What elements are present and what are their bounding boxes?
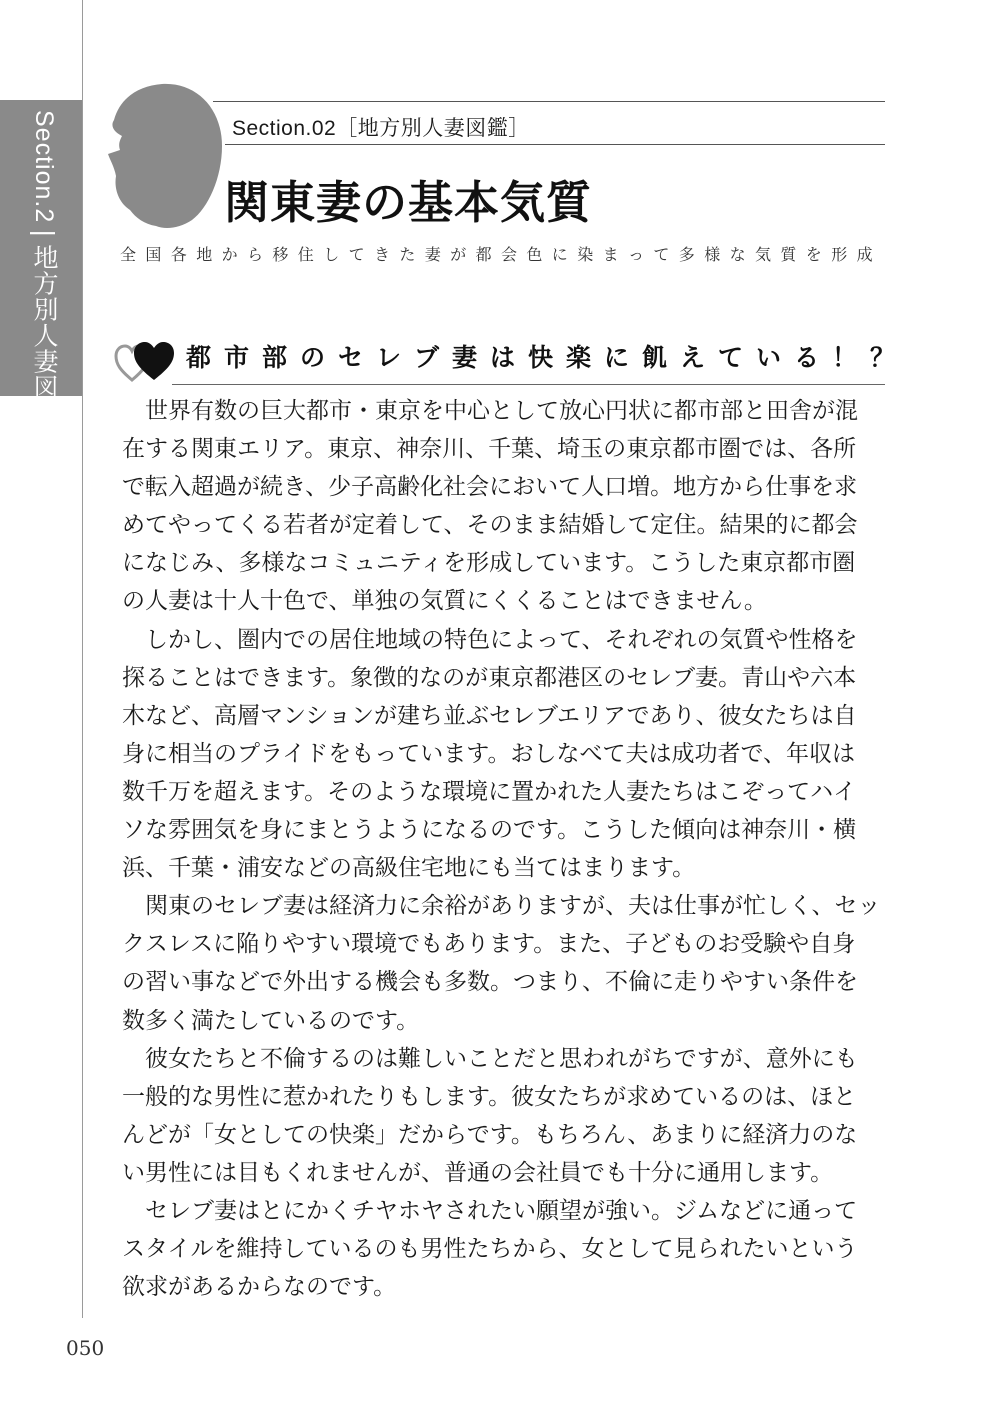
body-line: スタイルを維持しているのも男性たちから、女として見られたいという — [122, 1236, 858, 1263]
body-line: 関東のセレブ妻は経済力に余裕がありますが、夫は仕事が忙しく、セッ — [122, 893, 881, 920]
header-mid-rule — [225, 144, 885, 145]
section-label: Section.02［地方別人妻図鑑］ — [232, 117, 530, 140]
body-line: 在する関東エリア。東京、神奈川、千葉、埼玉の東京都市圏では、各所 — [122, 436, 857, 463]
heading-rule — [172, 384, 885, 385]
body-line: 数多く満たしているのです。 — [122, 1007, 420, 1034]
body-line: んどが「女としての快楽」だからです。もちろん、あまりに経済力のな — [122, 1121, 858, 1148]
header-top-rule — [213, 101, 885, 102]
side-tab-section: Section.2 — [30, 110, 58, 224]
body-line: めてやってくる若者が定着して、そのまま結婚して定住。結果的に都会 — [122, 512, 858, 539]
body-line: 彼女たちと不倫するのは難しいことだと思われがちですが、意外にも — [122, 1045, 858, 1072]
page-title: 関東妻の基本気質 — [224, 176, 593, 229]
page-number: 050 — [66, 1336, 105, 1360]
body-line: 木など、高層マンションが建ち並ぶセレブエリアであり、彼女たちは自 — [122, 702, 857, 729]
body-line: 数千万を超えます。そのような環境に置かれた人妻たちはこぞってハイ — [122, 778, 857, 805]
body-line: になじみ、多様なコミュニティを形成しています。こうした東京都市圏 — [122, 550, 856, 577]
side-tab-label — [26, 110, 62, 427]
section-heading: 都市部のセレブ妻は快楽に飢えている！？ — [186, 343, 909, 372]
body-line: の習い事などで外出する機会も多数。つまり、不倫に走りやすい条件を — [122, 969, 858, 996]
body-line: 浜、千葉・浦安などの高級住宅地にも当てはまります。 — [122, 855, 696, 882]
body-line: の人妻は十人十色で、単独の気質にくくることはできません。 — [122, 588, 767, 615]
body-line: しかし、圏内での居住地域の特色によって、それぞれの気質や性格を — [122, 626, 858, 653]
body-line: い男性には目もくれませんが、普通の会社員でも十分に通用します。 — [122, 1159, 834, 1186]
woman-silhouette-icon — [100, 80, 230, 240]
body-line: 一般的な男性に惹かれたりもします。彼女たちが求めているのは、ほと — [122, 1083, 857, 1110]
body-line: ソな雰囲気を身にまとうようになるのです。こうした傾向は神奈川・横 — [122, 817, 857, 844]
body-line: 身に相当のプライドをもっています。おしなべて夫は成功者で、年収は — [122, 740, 856, 767]
body-line: 探ることはできます。象徴的なのが東京都港区のセレブ妻。青山や六本 — [122, 664, 857, 691]
hearts-icon — [114, 340, 176, 382]
body-line: 欲求があるからなのです。 — [122, 1274, 397, 1301]
body-line: クスレスに陥りやすい環境でもあります。また、子どものお受験や自身 — [122, 931, 856, 958]
side-tab-divider: | — [30, 229, 59, 239]
page-subtitle: 全国各地から移住してきた妻が都会色に染まって多様な気質を形成 — [120, 245, 883, 264]
section-side-tab — [0, 100, 82, 427]
side-tab-chapter: 地方別人妻図鑑 — [30, 244, 59, 427]
body-line: 世界有数の巨大都市・東京を中心として放心円状に都市部と田舎が混 — [122, 398, 858, 424]
body-line: で転入超過が続き、少子高齢化社会において人口増。地方から仕事を求 — [122, 474, 858, 501]
body-text — [122, 392, 892, 1306]
body-line: セレブ妻はとにかくチヤホヤされたい願望が強い。ジムなどに通って — [122, 1197, 858, 1224]
margin-rule — [82, 0, 83, 1318]
